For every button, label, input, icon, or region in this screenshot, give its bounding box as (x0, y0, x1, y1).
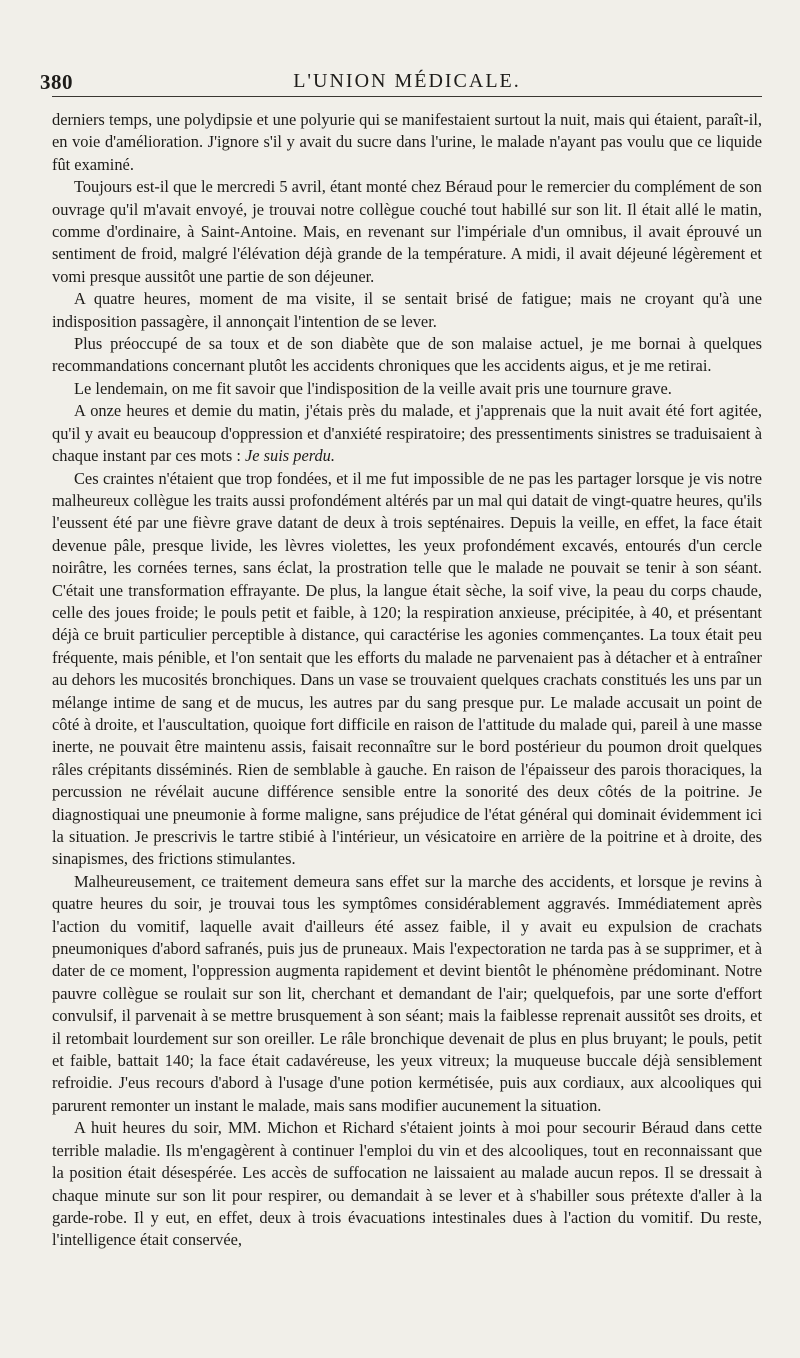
article-body (52, 109, 762, 1252)
paragraph: A huit heures du soir, MM. Michon et Richard s'étaient joints à moi pour secourir Béraud dans cette terrible maladie. Ils m'engagèrent à continuer l'emploi du vin et des alcooliques, tout en reconnaissant que la position était désespérée. Les accès de suffocation ne laissaient au malade aucun repos. Il se dressait à chaque minute sur son lit pour respirer, ou demandait à se lever et à s'habiller sous prétexte d'aller à la garde-robe. Il y eut, en effet, deux à trois évacuations intestinales dues à l'action du vomitif. Du reste, l'intelligence était conservée, (52, 1118, 762, 1250)
paragraph: A quatre heures, moment de ma visite, il se sentait brisé de fatigue; mais ne croyant qu'à une indisposition passagère, il annonçait l'intention de se lever. (52, 289, 762, 331)
paragraph: Plus préoccupé de sa toux et de son diabète que de son malaise actuel, je me bornai à quelques recommandations concernant plutôt les accidents chroniques que les accidents aigus, et je me retirai. (52, 334, 762, 376)
paragraph: Toujours est-il que le mercredi 5 avril, étant monté chez Béraud pour le remercier du complément de son ouvrage qu'il m'avait envoyé, je trouvai notre collègue couché tout habillé sur son lit. Il était allé le matin, comme d'ordinaire, à Saint-Antoine. Mais, en revenant sur l'impériale d'un omnibus, il avait éprouvé un sentiment de froid, malgré l'élévation déjà grande de la température. A midi, il avait déjeuné légèrement et vomi presque aussitôt une partie de son déjeuner. (52, 177, 762, 286)
page-header (40, 66, 762, 97)
paragraph: A onze heures et demie du matin, j'étais près du malade, et j'apprenais que la nuit avait été fort agitée, qu'il y avait eu beaucoup d'oppression et d'anxiété respiratoire; des pressentiments sinistres se traduisaient à chaque instant par ces mots : Je suis perdu. (52, 401, 762, 466)
running-title: L'UNION MÉDICALE. (293, 70, 521, 92)
paragraph: Le lendemain, on me fit savoir que l'indisposition de la veille avait pris une tournure grave. (74, 378, 672, 398)
paragraph: Ces craintes n'étaient que trop fondées, et il me fut impossible de ne pas les partager lorsque je vis notre malheureux collègue les traits aussi profondément altérés par un mal qui datait de vingt-quatre heures, qu'ils l'eussent été par une fièvre grave datant de deux à trois septénaires. Depuis la veille, en effet, la face était devenue pâle, presque livide, les lèvres violettes, les yeux profondément excavés, entourés d'un cercle noirâtre, les cornées ternes, sans éclat, la prostration telle que le malade ne pouvait se tenir à son séant. C'était une transformation effrayante. De plus, la langue était sèche, la soif vive, la peau du corps chaude, celle des joues froide; le pouls petit et faible, à 120; la respiration anxieuse, précipitée, à 40, et présentant déjà ce bruit particulier perceptible à distance, qui caractérise les agonies commençantes. La toux était peu fréquente, mais pénible, et l'on sentait que les efforts du malade ne parvenaient pas à détacher et à entraîner au dehors les mucosités bronchiques. Dans un vase se trouvaient quelques crachats constitués les uns par un mélange intime de sang et de mucus, les autres par du sang presque pur. Le malade accusait un point de côté à droite, et l'auscultation, quoique fort difficile en raison de l'attitude du malade qui, pareil à une masse inerte, ne pouvait être maintenu assis, faisait reconnaître sur le bord postérieur du poumon droit quelques râles crépitants disséminés. Rien de semblable à gauche. En raison de l'épaisseur des parois thoraciques, la percussion ne révélait aucune différence sensible entre la sonorité des deux côtés de la poitrine. Je diagnostiquai une pneumonie à forme maligne, sans préjudice de l'état général qui dominait évidemment ici la situation. Je prescrivis le tartre stibié à l'intérieur, un vésicatoire en arrière de la poitrine et à droite, des sinapismes, des frictions stimulantes. (52, 468, 762, 869)
paragraph: derniers temps, une polydipsie et une polyurie qui se manifestaient surtout la nuit, mais qui étaient, paraît-il, en voie d'amélioration. J'ignore s'il y avait du sucre dans l'urine, le malade n'ayant pas voulu que ce liquide fût examiné. (52, 110, 762, 174)
paragraph: Malheureusement, ce traitement demeura sans effet sur la marche des accidents, et lorsque je revins à quatre heures du soir, je trouvai tous les symptômes considérablement aggravés. Immédiatement après l'action du vomitif, laquelle avait d'ailleurs été assez faible, il y avait eu expulsion de crachats pneumoniques d'abord safranés, puis jus de pruneaux. Mais l'expectoration ne tarda pas à se supprimer, et à dater de ce moment, l'oppression augmenta rapidement et devint bientôt le phénomène prédominant. Notre pauvre collègue se roulait sur son lit, cherchant et demandant de l'air; quelquefois, par une sorte d'effort convulsif, il parvenait à se mettre brusquement à son séant; mais la faiblesse reprenait aussitôt ses droits, et il retombait lourdement sur son oreiller. Le râle bronchique devenait de plus en plus bruyant; le pouls, petit et faible, battait 140; la face était cadavéreuse, les yeux vitreux; la muqueuse buccale déjà sensiblement refroidie. J'eus recours d'abord à l'usage d'une potion kermétisée, puis aux cordiaux, aux alcooliques qui parurent remonter un instant le malade, mais sans modifier aucunement la situation. (52, 871, 762, 1115)
emphasis-text: Je suis perdu. (245, 446, 335, 466)
page-number: 380 (40, 70, 73, 94)
